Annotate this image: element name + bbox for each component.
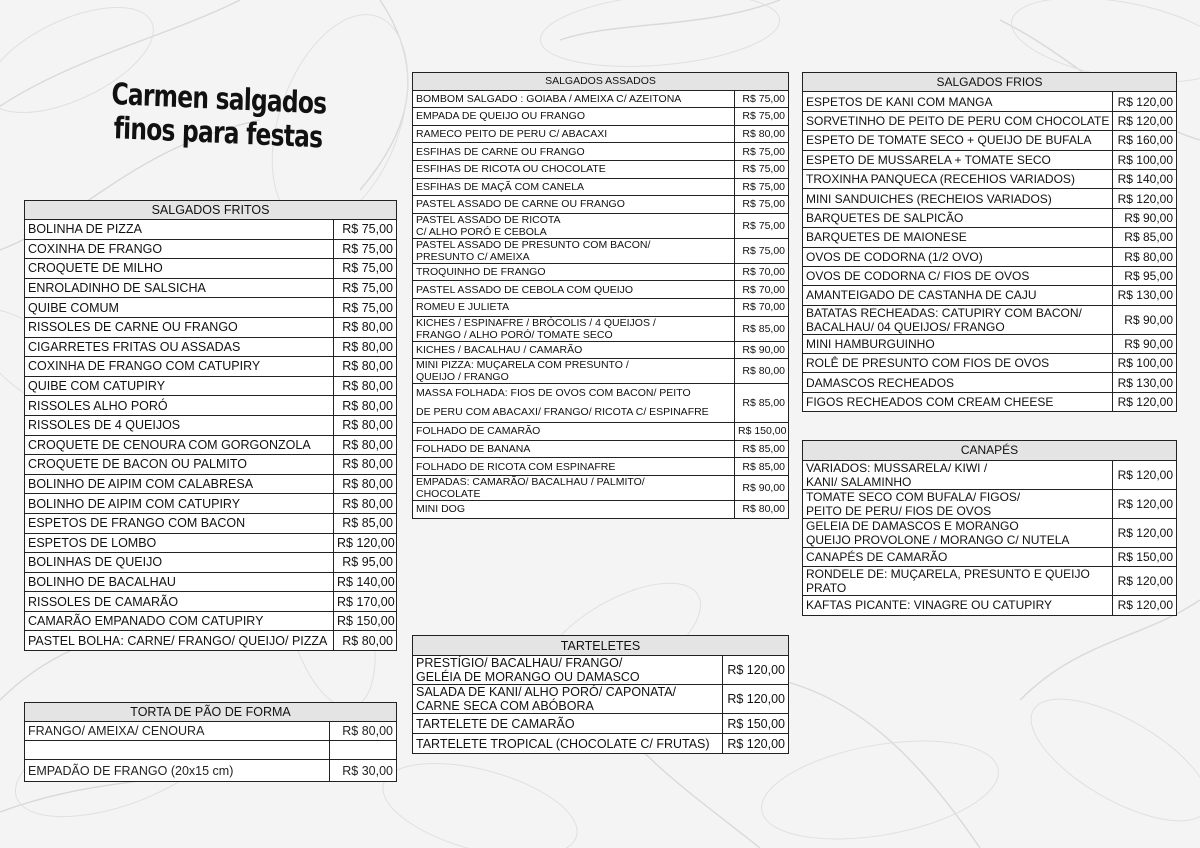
item-name-line: DE PERU COM ABACAXI/ FRANGO/ RICOTA C/ ESPINAFRE: [416, 406, 709, 419]
item-name: [413, 714, 723, 734]
item-price: R$ 75,00: [735, 90, 789, 108]
item-price: R$ 70,00: [735, 298, 789, 316]
item-name: COXINHA DE FRANGO: [25, 239, 334, 259]
item-name-line: TROXINHA PANQUECA (RECEHIOS VARIADOS): [806, 172, 1075, 187]
menu-item-row: [413, 475, 789, 500]
menu-item-row: [803, 228, 1177, 247]
item-name: [803, 228, 1113, 247]
item-name: [413, 734, 723, 754]
item-name: [413, 384, 735, 423]
menu-item-row: [803, 169, 1177, 188]
item-name: [413, 263, 735, 281]
item-name: [413, 143, 735, 161]
item-name: CAMARÃO EMPANADO COM CATUPIRY: [25, 611, 334, 631]
item-price: R$ 130,00: [1113, 373, 1177, 392]
item-price: R$ 80,00: [334, 631, 397, 651]
item-price: R$ 120,00: [1113, 92, 1177, 111]
item-name-line: BARQUETES DE MAIONESE: [806, 230, 967, 245]
item-price: R$ 95,00: [1113, 266, 1177, 285]
item-name: CROQUETE DE MILHO: [25, 259, 334, 279]
menu-item-row: [25, 474, 397, 494]
item-name-line: FRANGO / ALHO PORÓ/ TOMATE SECO: [416, 328, 613, 341]
item-price: R$ 130,00: [1113, 286, 1177, 305]
item-name: [803, 286, 1113, 305]
item-price: R$ 120,00: [334, 533, 397, 553]
menu-item-row: [25, 317, 397, 337]
item-name-line: GELEIA DE DAMASCOS E MORANGO: [806, 518, 1019, 533]
item-price: R$ 80,00: [334, 317, 397, 337]
item-name: [413, 178, 735, 196]
item-price: R$ 90,00: [1113, 305, 1177, 334]
item-name-line: PRESTÍGIO/ BACALHAU/ FRANGO/: [416, 656, 623, 670]
menu-item-row: [803, 354, 1177, 373]
canapes-table: [802, 440, 1177, 616]
item-price: R$ 75,00: [735, 178, 789, 196]
item-name: EMPADÃO DE FRANGO (20x15 cm): [25, 760, 330, 782]
item-price: R$ 80,00: [334, 337, 397, 357]
section-title: TARTELETES: [413, 636, 789, 656]
item-name: BOLINHA DE PIZZA: [25, 220, 334, 240]
item-name-line: KAFTAS PICANTE: VINAGRE OU CATUPIRY: [806, 598, 1053, 613]
item-name: [803, 460, 1113, 489]
item-price: R$ 100,00: [1113, 354, 1177, 373]
item-name-line: BATATAS RECHEADAS: CATUPIRY COM BACON/: [806, 305, 1082, 320]
item-name-line: AMANTEIGADO DE CASTANHA DE CAJU: [806, 288, 1037, 303]
item-price: R$ 120,00: [1113, 189, 1177, 208]
menu-item-row: [25, 455, 397, 475]
menu-item-row: [803, 334, 1177, 353]
menu-item-row: [803, 596, 1177, 616]
item-name-line: FOLHADO DE RICOTA COM ESPINAFRE: [416, 460, 616, 473]
brand-title: [110, 78, 327, 156]
item-name-line: QUEIJO / FRANGO: [416, 371, 509, 384]
menu-item-row: [413, 341, 789, 359]
salgados-fritos-table: [24, 200, 397, 651]
item-name: FRANGO/ AMEIXA/ CENOURA: [25, 722, 330, 741]
blank-cell: [25, 741, 330, 760]
item-price: R$ 85,00: [735, 440, 789, 458]
menu-item-row: [803, 305, 1177, 334]
item-name: [413, 160, 735, 178]
item-name: [803, 131, 1113, 150]
menu-item-row: [803, 373, 1177, 392]
item-price: R$ 150,00: [723, 714, 789, 734]
item-price: R$ 120,00: [723, 656, 789, 685]
item-name: COXINHA DE FRANGO COM CATUPIRY: [25, 357, 334, 377]
item-name-line: PASTEL ASSADO DE RICOTA: [416, 213, 561, 226]
item-name: [413, 475, 735, 500]
menu-item-row: [413, 500, 789, 518]
item-price: R$ 75,00: [735, 238, 789, 263]
item-name-line: BOMBOM SALGADO : GOIABA / AMEIXA C/ AZEITONA: [416, 92, 682, 105]
item-name-line: PRATO: [806, 581, 847, 595]
item-name: [803, 189, 1113, 208]
menu-item-row: [413, 238, 789, 263]
item-name-line: KICHES / ESPINAFRE / BRÓCOLIS / 4 QUEIJOS /: [416, 316, 656, 329]
item-price: R$ 30,00: [330, 760, 397, 782]
menu-item-row: [25, 533, 397, 553]
item-name-line: CHOCOLATE: [416, 487, 481, 500]
item-name: [413, 213, 735, 238]
menu-item-row: [413, 685, 789, 714]
item-price: R$ 80,00: [334, 494, 397, 514]
item-price: R$ 75,00: [735, 213, 789, 238]
section-title: CANAPÉS: [803, 441, 1177, 461]
item-name: [803, 247, 1113, 266]
menu-item-row: [803, 189, 1177, 208]
item-name: [803, 567, 1113, 596]
item-name-line: KICHES / BACALHAU / CAMARÃO: [416, 343, 583, 356]
menu-item-row: [413, 178, 789, 196]
salgados-assados-table: [412, 72, 789, 519]
item-price: R$ 140,00: [1113, 169, 1177, 188]
item-price: R$ 95,00: [334, 553, 397, 573]
item-name: [413, 458, 735, 476]
menu-item-row: [25, 220, 397, 240]
item-price: R$ 80,00: [334, 415, 397, 435]
item-name: [803, 489, 1113, 518]
item-name: [803, 208, 1113, 227]
item-price: R$ 85,00: [735, 384, 789, 423]
menu-item-row: [803, 150, 1177, 169]
menu-item-row: [803, 460, 1177, 489]
menu-item-row: [25, 396, 397, 416]
item-price: R$ 120,00: [1113, 460, 1177, 489]
item-price: R$ 80,00: [334, 357, 397, 377]
item-name: RISSOLES DE 4 QUEIJOS: [25, 415, 334, 435]
menu-item-row: [803, 266, 1177, 285]
item-price: R$ 120,00: [723, 734, 789, 754]
section-title: SALGADOS FRITOS: [25, 201, 397, 220]
item-name-line: ESFIHAS DE MAÇÃ COM CANELA: [416, 180, 585, 193]
menu-item-row: [413, 714, 789, 734]
item-price: R$ 80,00: [1113, 247, 1177, 266]
item-name-line: FIGOS RECHEADOS COM CREAM CHEESE: [806, 395, 1054, 410]
menu-item-row: [413, 316, 789, 341]
item-name-line: MINI DOG: [416, 503, 465, 516]
item-price: R$ 160,00: [1113, 131, 1177, 150]
item-price: R$ 80,00: [735, 359, 789, 384]
item-name-line: BARQUETES DE SALPICÃO: [806, 210, 964, 225]
item-price: R$ 85,00: [735, 316, 789, 341]
menu-item-row: [803, 518, 1177, 547]
item-price: R$ 75,00: [334, 278, 397, 298]
item-name: [413, 500, 735, 518]
item-name: BOLINHO DE AIPIM COM CALABRESA: [25, 474, 334, 494]
item-name: [413, 359, 735, 384]
item-name-line: EMPADA DE QUEIJO OU FRANGO: [416, 110, 585, 123]
item-name-line: ESPETO DE MUSSARELA + TOMATE SECO: [806, 152, 1051, 167]
menu-item-row: [803, 92, 1177, 111]
menu-item-row: [413, 734, 789, 754]
item-price: R$ 75,00: [334, 239, 397, 259]
item-price: R$ 150,00: [1113, 547, 1177, 567]
menu-item-row: [413, 196, 789, 214]
item-price: R$ 120,00: [1113, 596, 1177, 616]
item-name-line: PEITO DE PERU/ FIOS DE OVOS: [806, 503, 992, 518]
item-name: [413, 281, 735, 299]
item-name-line: TOMATE SECO COM BUFALA/ FIGOS/: [806, 489, 1021, 504]
item-price: R$ 75,00: [735, 196, 789, 214]
section-title: TORTA DE PÃO DE FORMA: [25, 703, 397, 722]
item-name: [803, 92, 1113, 111]
item-price: R$ 75,00: [735, 143, 789, 161]
section-title: SALGADOS ASSADOS: [413, 73, 789, 91]
item-name: [803, 392, 1113, 411]
item-price: R$ 120,00: [1113, 392, 1177, 411]
item-name: [413, 108, 735, 126]
salgados-frios-table: [802, 72, 1177, 412]
item-price: R$ 90,00: [735, 475, 789, 500]
item-name: [413, 125, 735, 143]
item-name-line: RONDELE DE: MUÇARELA, PRESUNTO E QUEIJO: [806, 567, 1090, 581]
menu-item-row: [803, 131, 1177, 150]
item-price: R$ 85,00: [1113, 228, 1177, 247]
item-name: [803, 266, 1113, 285]
item-name-line: TROQUINHO DE FRANGO: [416, 266, 546, 279]
blank-row: [25, 741, 397, 760]
menu-item-row: [803, 567, 1177, 596]
item-name-line: MINI HAMBURGUINHO: [806, 336, 935, 351]
menu-item-row: [413, 281, 789, 299]
menu-item-row: [25, 278, 397, 298]
item-name: [413, 440, 735, 458]
item-name-line: ESPETOS DE KANI COM MANGA: [806, 94, 993, 109]
item-price: R$ 80,00: [334, 376, 397, 396]
item-name-line: MASSA FOLHADA: FIOS DE OVOS COM BACON/ PEITO: [416, 387, 691, 400]
item-price: R$ 75,00: [735, 160, 789, 178]
menu-item-row: [25, 611, 397, 631]
item-name-line: DAMASCOS RECHEADOS: [806, 375, 955, 390]
item-name: BOLINHAS DE QUEIJO: [25, 553, 334, 573]
item-price: R$ 150,00: [334, 611, 397, 631]
item-name-line: RAMECO PEITO DE PERU C/ ABACAXI: [416, 128, 608, 141]
item-name-line: FOLHADO DE CAMARÃO: [416, 425, 541, 438]
item-price: R$ 170,00: [334, 592, 397, 612]
item-name: [413, 341, 735, 359]
menu-item-row: [25, 553, 397, 573]
item-price: R$ 100,00: [1113, 150, 1177, 169]
item-name: ESPETOS DE FRANGO COM BACON: [25, 513, 334, 533]
item-name: RISSOLES ALHO PORÓ: [25, 396, 334, 416]
item-name-line: CANAPÉS DE CAMARÃO: [806, 549, 948, 564]
item-name: [803, 169, 1113, 188]
item-price: R$ 80,00: [735, 125, 789, 143]
item-price: R$ 75,00: [735, 108, 789, 126]
item-name-line: VARIADOS: MUSSARELA/ KIWI /: [806, 460, 988, 475]
item-price: R$ 120,00: [1113, 518, 1177, 547]
menu-item-row: [413, 108, 789, 126]
menu-item-row: [25, 592, 397, 612]
item-name: [803, 547, 1113, 567]
item-name-line: C/ ALHO PORÓ E CEBOLA: [416, 225, 547, 238]
item-name-line: ESPETO DE TOMATE SECO + QUEIJO DE BUFALA: [806, 133, 1092, 148]
menu-item-row: [803, 247, 1177, 266]
menu-item-row: [25, 357, 397, 377]
item-name: [413, 656, 723, 685]
item-price: R$ 90,00: [1113, 208, 1177, 227]
item-name: [413, 238, 735, 263]
item-name: [413, 316, 735, 341]
menu-item-row: [25, 435, 397, 455]
item-price: R$ 75,00: [334, 298, 397, 318]
menu-item-row: [25, 494, 397, 514]
item-price: R$ 75,00: [334, 220, 397, 240]
item-name: CIGARRETES FRITAS OU ASSADAS: [25, 337, 334, 357]
menu-item-row: [25, 722, 397, 741]
item-price: R$ 120,00: [1113, 111, 1177, 130]
item-price: R$ 150,00: [735, 423, 789, 441]
item-name: CROQUETE DE BACON OU PALMITO: [25, 455, 334, 475]
item-name: [803, 596, 1113, 616]
item-price: R$ 75,00: [334, 259, 397, 279]
item-name-line: MINI PIZZA: MUÇARELA COM PRESUNTO /: [416, 359, 629, 372]
item-price: R$ 70,00: [735, 281, 789, 299]
item-name-line: ROLÊ DE PRESUNTO COM FIOS DE OVOS: [806, 356, 1050, 371]
item-name: ENROLADINHO DE SALSICHA: [25, 278, 334, 298]
item-price: R$ 80,00: [735, 500, 789, 518]
menu-item-row: [25, 376, 397, 396]
item-name: [803, 305, 1113, 334]
section-title: SALGADOS FRIOS: [803, 73, 1177, 92]
item-price: R$ 80,00: [334, 474, 397, 494]
menu-item-row: [413, 656, 789, 685]
item-price: R$ 90,00: [735, 341, 789, 359]
item-name: CROQUETE DE CENOURA COM GORGONZOLA: [25, 435, 334, 455]
menu-item-row: [803, 286, 1177, 305]
menu-item-row: [25, 760, 397, 782]
item-name-line: TARTELETE TROPICAL (CHOCOLATE C/ FRUTAS): [416, 736, 710, 751]
item-name: QUIBE COMUM: [25, 298, 334, 318]
item-name: [413, 90, 735, 108]
item-name: [803, 150, 1113, 169]
blank-cell: [330, 741, 397, 760]
menu-item-row: [25, 239, 397, 259]
menu-item-row: [803, 208, 1177, 227]
menu-item-row: [25, 513, 397, 533]
item-name: ESPETOS DE LOMBO: [25, 533, 334, 553]
menu-item-row: [25, 259, 397, 279]
item-price: R$ 85,00: [735, 458, 789, 476]
brand-line-2: finos para festas: [113, 111, 323, 156]
item-name-line: CARNE SECA COM ABÓBORA: [416, 699, 594, 713]
item-name: [413, 196, 735, 214]
item-name: [803, 518, 1113, 547]
menu-item-row: [803, 392, 1177, 411]
item-name: BOLINHO DE AIPIM COM CATUPIRY: [25, 494, 334, 514]
item-name-line: ESFIHAS DE RICOTA OU CHOCOLATE: [416, 163, 606, 176]
item-name-line: KANI/ SALAMINHO: [806, 474, 912, 489]
item-name-line: OVOS DE CODORNA (1/2 OVO): [806, 249, 983, 264]
menu-item-row: [413, 213, 789, 238]
item-name-line: PASTEL ASSADO DE PRESUNTO COM BACON/: [416, 238, 651, 251]
item-name-line: SALADA DE KANI/ ALHO PORÓ/ CAPONATA/: [416, 685, 677, 699]
item-price: R$ 90,00: [1113, 334, 1177, 353]
menu-item-row: [25, 415, 397, 435]
item-name-line: PASTEL ASSADO DE CARNE OU FRANGO: [416, 198, 625, 211]
menu-item-row: [413, 458, 789, 476]
item-price: R$ 80,00: [334, 435, 397, 455]
menu-item-row: [413, 359, 789, 384]
item-name: QUIBE COM CATUPIRY: [25, 376, 334, 396]
item-name-line: ESFIHAS DE CARNE OU FRANGO: [416, 145, 585, 158]
menu-item-row: [25, 631, 397, 651]
item-name-line: PASTEL ASSADO DE CEBOLA COM QUEIJO: [416, 283, 634, 296]
tarteletes-table: [412, 635, 789, 754]
item-name-line: TARTELETE DE CAMARÃO: [416, 716, 575, 731]
menu-item-row: [413, 90, 789, 108]
item-price: R$ 140,00: [334, 572, 397, 592]
item-price: R$ 80,00: [334, 455, 397, 475]
item-price: R$ 80,00: [334, 396, 397, 416]
item-price: R$ 80,00: [330, 722, 397, 741]
torta-pao-de-forma-table: [24, 702, 397, 782]
item-name: [803, 354, 1113, 373]
item-name-line: EMPADAS: CAMARÃO/ BACALHAU / PALMITO/: [416, 475, 645, 488]
item-name-line: SORVETINHO DE PEITO DE PERU COM CHOCOLATE: [806, 113, 1110, 128]
item-name: [413, 423, 735, 441]
menu-item-row: [413, 384, 789, 423]
item-price: R$ 70,00: [735, 263, 789, 281]
menu-item-row: [25, 298, 397, 318]
item-price: R$ 120,00: [1113, 489, 1177, 518]
item-price: R$ 120,00: [723, 685, 789, 714]
item-name: PASTEL BOLHA: CARNE/ FRANGO/ QUEIJO/ PIZZA: [25, 631, 334, 651]
item-name-line: MINI SANDUICHES (RECHEIOS VARIADOS): [806, 191, 1052, 206]
item-name: RISSOLES DE CARNE OU FRANGO: [25, 317, 334, 337]
item-name-line: QUEIJO PROVOLONE / MORANGO C/ NUTELA: [806, 532, 1070, 547]
item-name-line: PRESUNTO C/ AMEIXA: [416, 250, 530, 263]
item-name-line: ROMEU E JULIETA: [416, 301, 510, 314]
menu-item-row: [25, 337, 397, 357]
menu-item-row: [413, 125, 789, 143]
item-name: [803, 373, 1113, 392]
item-name-line: OVOS DE CODORNA C/ FIOS DE OVOS: [806, 269, 1030, 284]
item-name-line: BACALHAU/ 04 QUEIJOS/ FRANGO: [806, 319, 1005, 334]
item-name: [803, 111, 1113, 130]
menu-item-row: [803, 111, 1177, 130]
item-price: R$ 120,00: [1113, 567, 1177, 596]
menu-item-row: [803, 547, 1177, 567]
item-name: [803, 334, 1113, 353]
item-name-line: GELÉIA DE MORANGO OU DAMASCO: [416, 670, 640, 684]
menu-item-row: [413, 298, 789, 316]
menu-item-row: [413, 143, 789, 161]
item-name: RISSOLES DE CAMARÃO: [25, 592, 334, 612]
menu-item-row: [413, 160, 789, 178]
item-name: BOLINHO DE BACALHAU: [25, 572, 334, 592]
item-name-line: FOLHADO DE BANANA: [416, 443, 531, 456]
menu-item-row: [413, 423, 789, 441]
brand-line-1: Carmen salgados: [111, 77, 327, 122]
item-name: [413, 685, 723, 714]
item-price: R$ 85,00: [334, 513, 397, 533]
item-name: [413, 298, 735, 316]
menu-item-row: [803, 489, 1177, 518]
menu-item-row: [413, 263, 789, 281]
menu-item-row: [413, 440, 789, 458]
menu-item-row: [25, 572, 397, 592]
